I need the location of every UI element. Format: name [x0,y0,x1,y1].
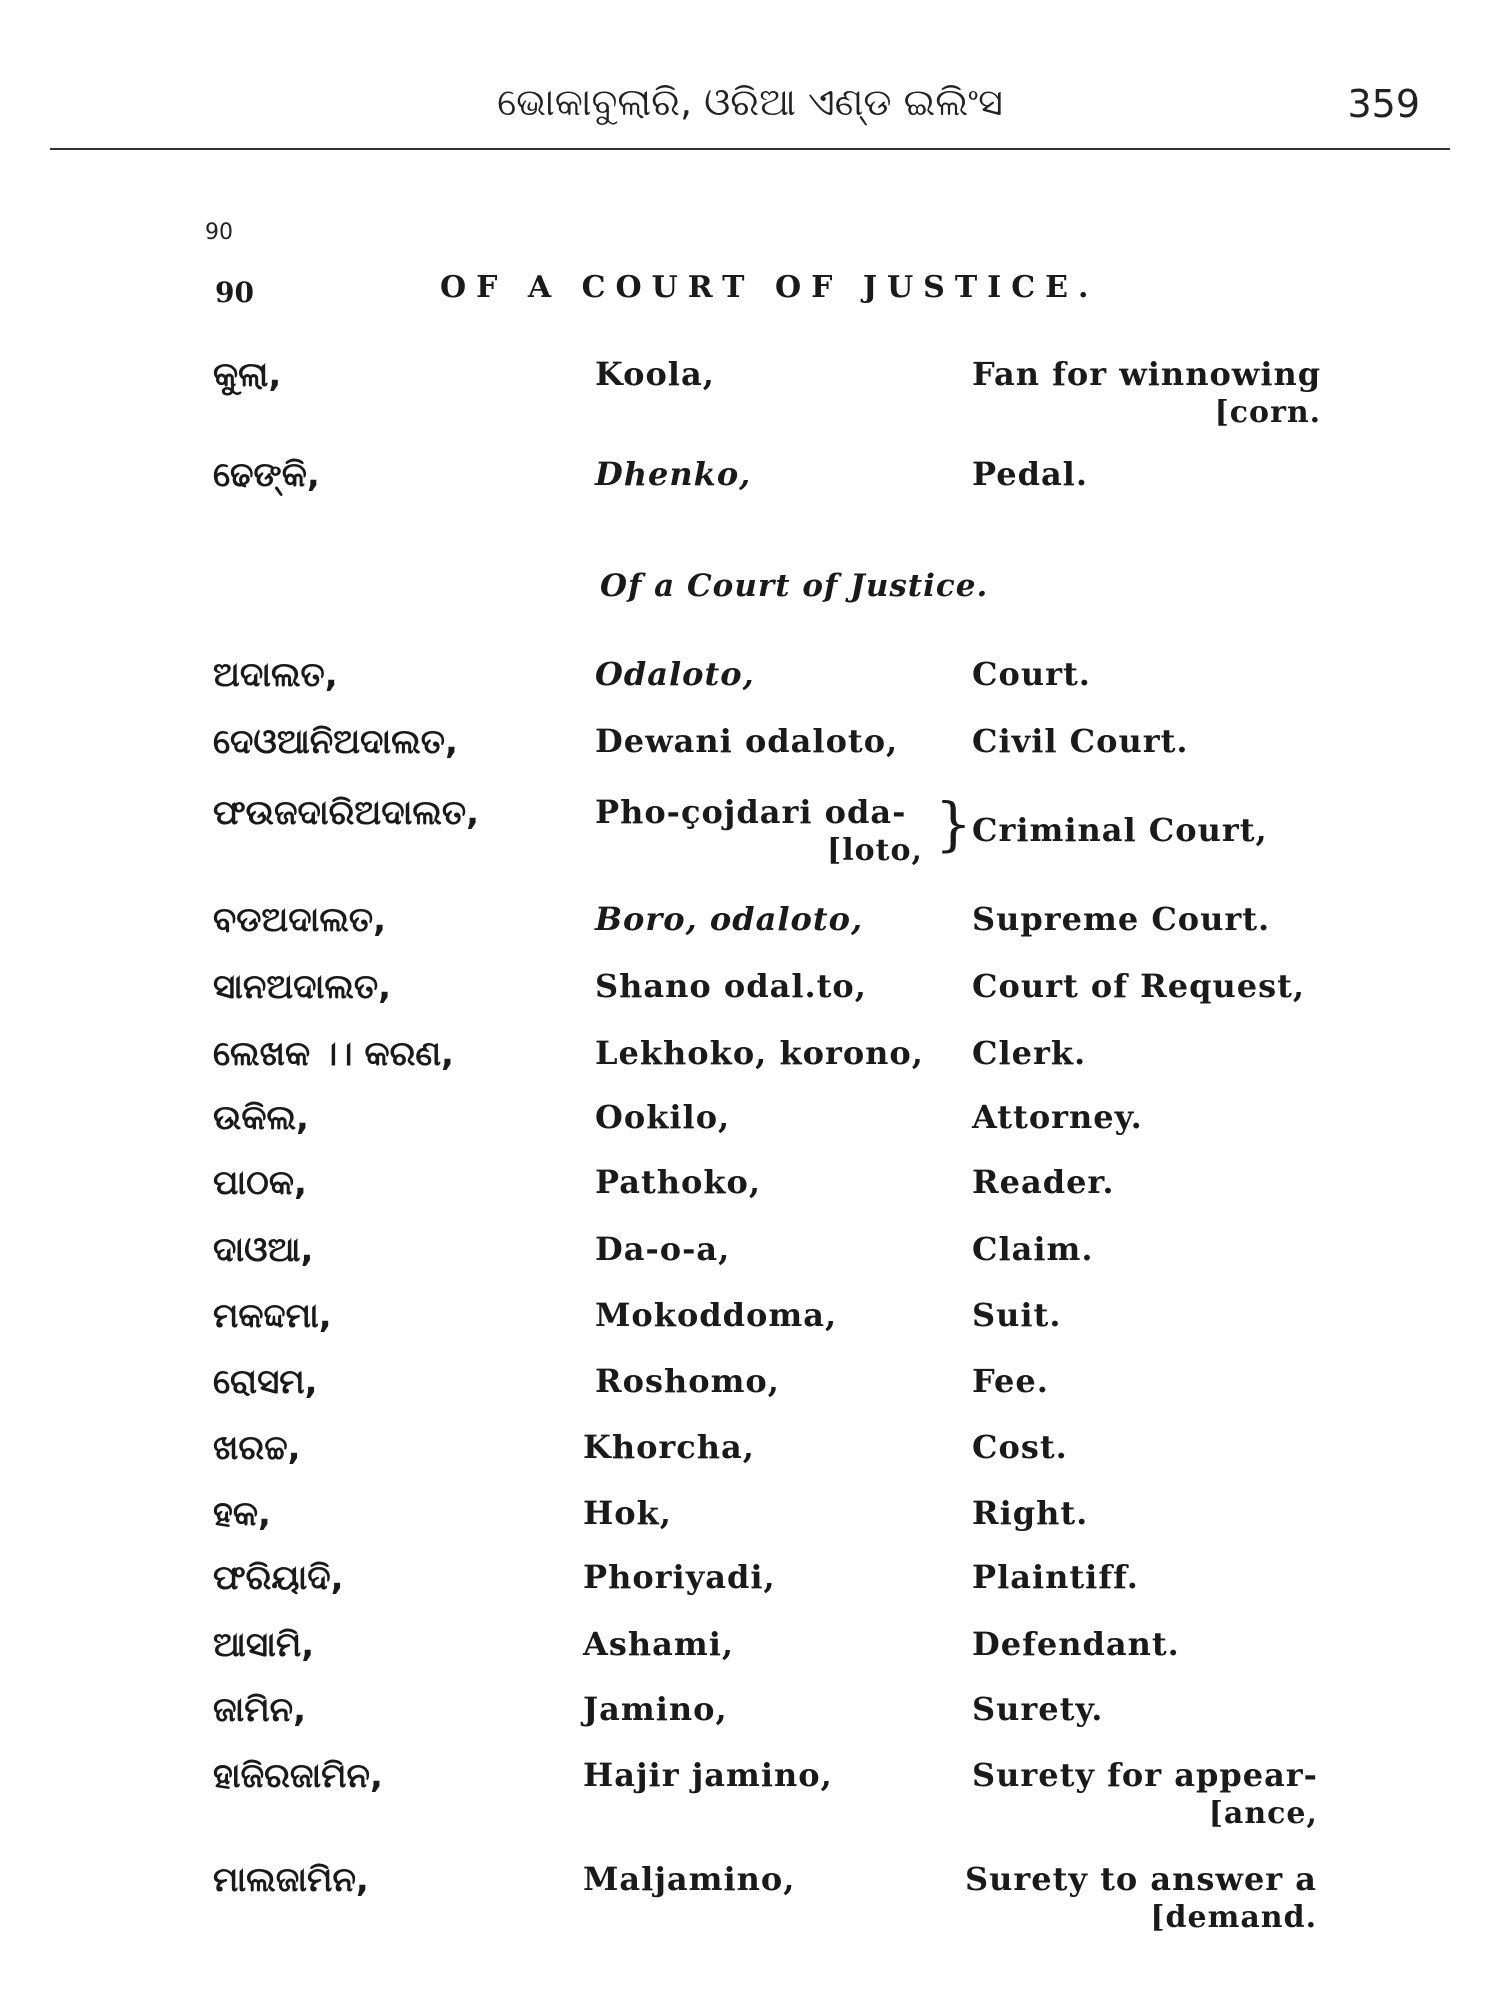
transliteration: Maljamino, [583,1860,796,1898]
english-meaning: Attorney. [972,1098,1143,1136]
transliteration: Khorcha, [583,1428,755,1466]
odia-word: ଦାଓଆ, [213,1230,314,1270]
transliteration: Mokoddoma, [595,1296,838,1334]
english-continuation: [demand. [1150,1900,1318,1935]
scan-page-number: 90 [205,220,233,245]
odia-word: ହାଜିରଜାମିନ, [213,1756,383,1796]
odia-word: ଫଉଜଦାରିଅଦାଲତ, [213,793,480,833]
odia-word: ବଡଅଦାଲତ, [213,900,387,940]
odia-word: ଫରିୟାଦି, [213,1558,344,1598]
english-continuation: [ance, [1208,1796,1318,1831]
english-meaning: Clerk. [972,1034,1087,1072]
section-title: Of a Court of Justice. [600,568,989,604]
running-title: ଭୋକାବୁଲାରି, ଓରିଆ ଏଣ୍ଡ ଇଲିଂସ [497,80,1003,124]
odia-word: ସାନଅଦାଲତ, [213,967,392,1007]
english-meaning: Pedal. [972,455,1088,493]
english-meaning: Right. [972,1494,1089,1532]
odia-word: ଢେଙ୍କି, [213,455,320,495]
odia-word: ମକଦ୍ଦମା, [213,1296,332,1336]
transliteration [595,793,923,868]
odia-word: କୁଲା, [213,355,282,395]
odia-word: ହକ, [213,1494,271,1534]
english-meaning: Supreme Court. [972,900,1271,938]
odia-word: ପାଠକ, [213,1163,307,1203]
english-meaning: Fee. [972,1362,1049,1400]
book-page-number: 90 [215,276,254,309]
book-header [215,268,1345,318]
transliteration: Roshomo, [595,1362,780,1400]
english-text: Fan for winnowing [972,355,1322,393]
transliteration: Dewani odaloto, [595,722,899,760]
english-continuation: [corn. [1214,395,1322,430]
english-meaning: Defendant. [972,1625,1180,1663]
english-meaning [965,1860,1318,1935]
english-text: Surety for appear- [972,1756,1318,1794]
transliteration: Dhenko, [595,455,752,493]
odia-word: ଖରଚ୍ଚ, [213,1428,301,1468]
odia-word: ଉକିଲ, [213,1098,309,1138]
transliteration: Ashami, [583,1625,734,1663]
odia-word: ରୋସମ, [213,1362,318,1402]
english-meaning [972,1756,1318,1831]
english-meaning [972,355,1322,430]
transliteration: Shano odal.to, [595,967,867,1005]
odia-word: ଦେଓଆନିଅଦାଲତ, [213,722,458,762]
transliteration: Phoriyadi, [583,1558,776,1596]
translit-continuation: [loto, [827,833,923,868]
english-meaning: Suit. [972,1296,1062,1334]
transliteration: Hajir jamino, [583,1756,833,1794]
english-meaning: Claim. [972,1230,1094,1268]
english-meaning: Reader. [972,1163,1115,1201]
odia-word: ଜାମିନ, [213,1690,307,1730]
transliteration: Koola, [595,355,715,393]
english-meaning: Criminal Court, [972,811,1268,849]
english-meaning: Surety. [972,1690,1104,1728]
english-meaning: Civil Court. [972,722,1189,760]
transliteration: Ookilo, [595,1098,731,1136]
transliteration: Da-o-a, [595,1230,731,1268]
english-meaning: Plaintiff. [972,1558,1139,1596]
transliteration: Lekhoko, korono, [595,1034,924,1072]
transliteration: Pathoko, [595,1163,761,1201]
english-meaning: Court. [972,655,1091,693]
english-meaning: Court of Request, [972,967,1305,1005]
transliteration: Hok, [583,1494,672,1532]
translit-text: Pho-çojdari oda- [595,793,907,831]
transliteration: Boro, odaloto, [595,900,864,938]
english-text: Surety to answer a [965,1860,1318,1898]
odia-word: ମାଲଜାମିନ, [213,1860,369,1900]
odia-word: ଅଦାଲତ, [213,655,338,695]
transliteration: Jamino, [583,1690,728,1728]
brace-glyph: } [935,790,972,858]
odia-word: ଆସାମି, [213,1625,315,1665]
odia-word: ଲେଖକ ।। କରଣ, [213,1034,454,1074]
page-number: 359 [1347,82,1420,126]
book-title: OF A COURT OF JUSTICE. [440,270,1099,305]
english-meaning: Cost. [972,1428,1068,1466]
transliteration: Odaloto, [595,655,755,693]
